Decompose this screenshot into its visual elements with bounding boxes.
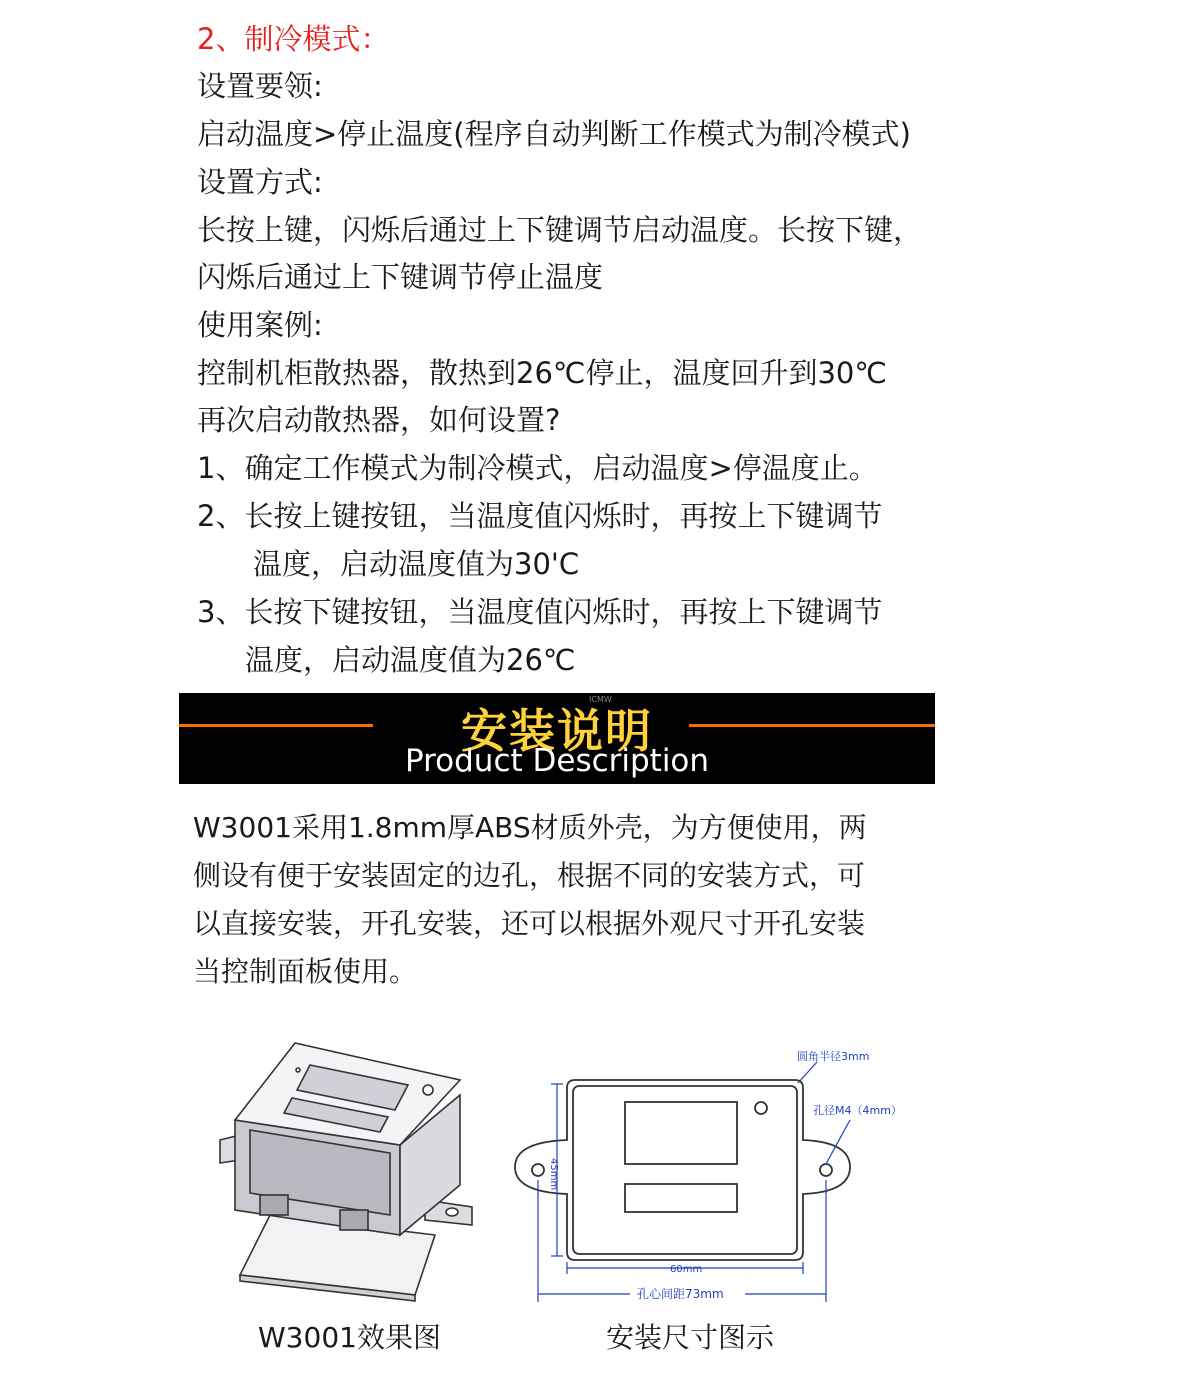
example-label: 使用案例: — [197, 308, 323, 342]
install-para-line1: W3001采用1.8mm厚ABS材质外壳，为方便使用，两 — [193, 811, 867, 844]
install-para-line4: 当控制面板使用。 — [193, 955, 418, 988]
dim-corner-radius: 圆角半径3mm — [797, 1050, 870, 1063]
right-figure-caption: 安装尺寸图示 — [606, 1321, 775, 1354]
step-3-line2: 温度，启动温度值为26℃ — [245, 643, 576, 677]
dim-height: 45mm — [548, 1158, 559, 1191]
dim-hole: 孔径M4（4mm） — [813, 1104, 902, 1117]
setting-method-line2: 闪烁后通过上下键调节停止温度 — [197, 260, 604, 294]
install-para-line3: 以直接安装，开孔安装，还可以根据外观尺寸开孔安装 — [193, 907, 866, 940]
install-para-line2: 侧设有便于安装固定的边孔，根据不同的安装方式，可 — [193, 859, 866, 892]
dim-hole-spacing: 孔心间距73mm — [637, 1287, 724, 1301]
install-banner — [179, 693, 935, 784]
section-title: 2、制冷模式： — [197, 22, 390, 56]
step-2-line1: 2、长按上键按钮，当温度值闪烁时，再按上下键调节 — [197, 499, 883, 533]
banner-title-cn: 安装说明 — [461, 704, 653, 758]
setting-key-text: 启动温度>停止温度(程序自动判断工作模式为制冷模式) — [197, 117, 911, 151]
example-line1: 控制机柜散热器，散热到26℃停止，温度回升到30℃ — [197, 356, 887, 390]
step-3-line1: 3、长按下键按钮，当温度值闪烁时，再按上下键调节 — [197, 595, 883, 629]
step-2-line2: 温度，启动温度值为30'C — [253, 547, 580, 581]
product-3d-illustration — [210, 1035, 490, 1305]
left-figure-caption: W3001效果图 — [258, 1321, 441, 1354]
dim-width: 60mm — [670, 1264, 703, 1275]
banner-title-en: Product Description — [404, 743, 710, 779]
setting-method-line1: 长按上键，闪烁后通过上下键调节启动温度。长按下键， — [197, 213, 923, 247]
setting-key-label: 设置要领: — [197, 69, 323, 103]
example-line2: 再次启动散热器，如何设置? — [197, 403, 561, 437]
banner-watermark: ICMW — [589, 695, 612, 704]
setting-method-label: 设置方式: — [197, 165, 323, 199]
dimension-drawing — [505, 1040, 905, 1310]
step-1: 1、确定工作模式为制冷模式，启动温度>停温度止。 — [197, 451, 878, 485]
